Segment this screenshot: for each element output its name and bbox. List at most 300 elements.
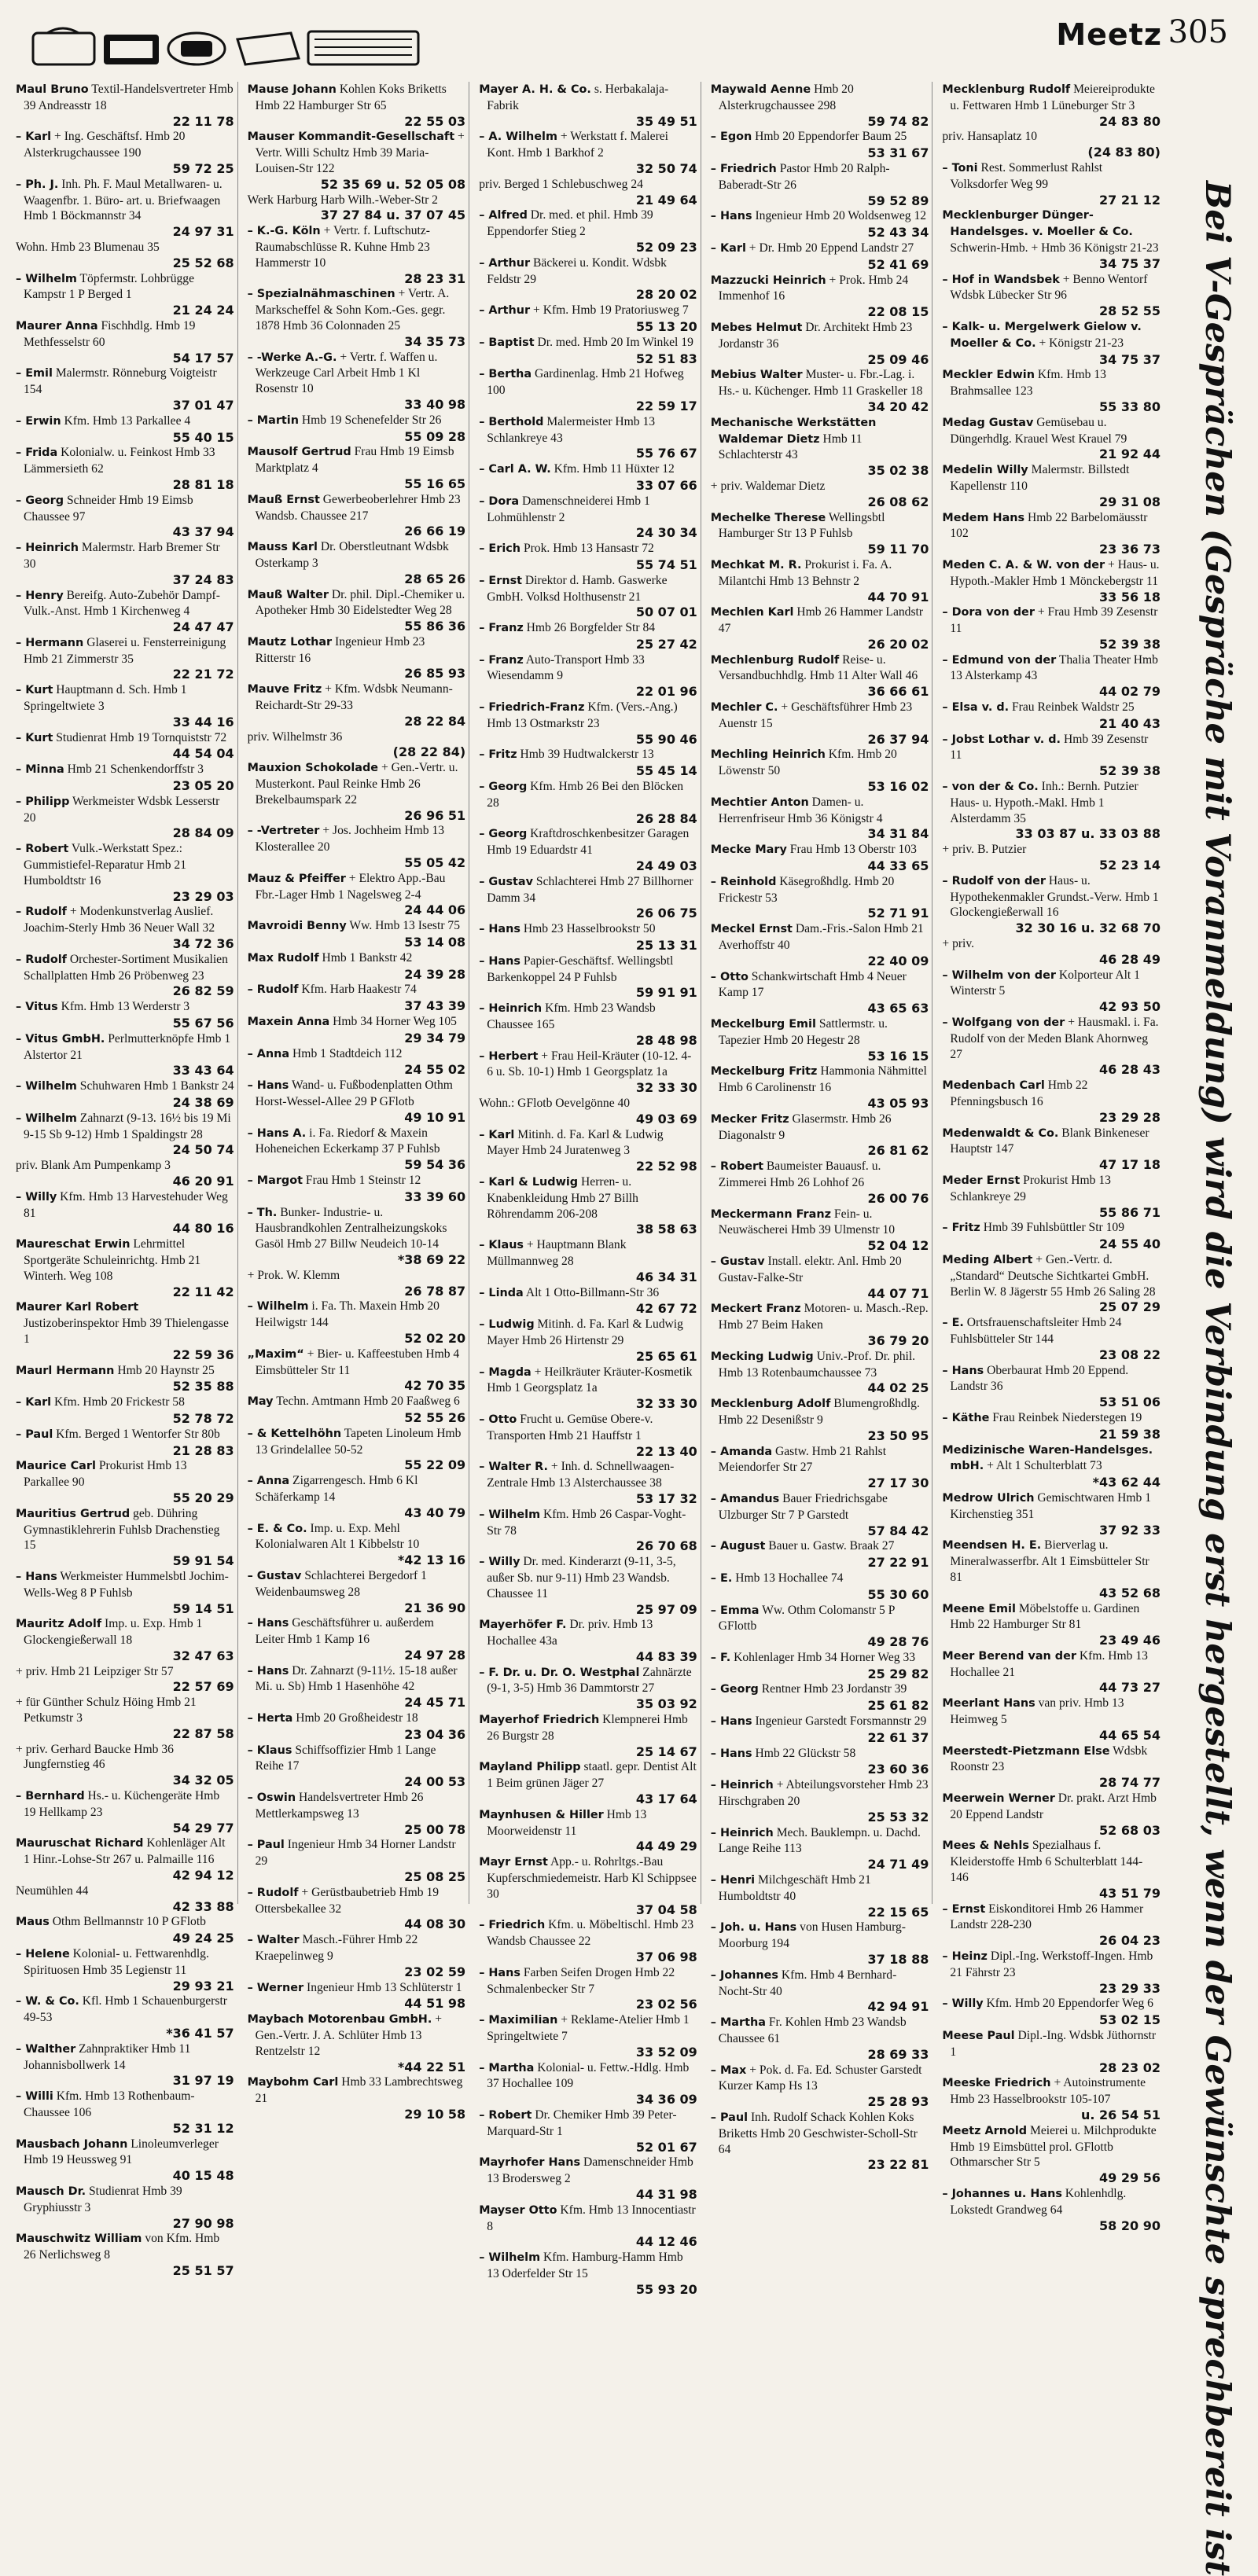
entry-phone-number: 52 35 69 u. 52 05 08 [320, 176, 466, 192]
directory-entry [16, 730, 234, 763]
entry-details: Werkmeister Wdsbk Lesserstr 20 [24, 794, 220, 825]
entry-details: priv. Hansaplatz 10 [942, 130, 1038, 144]
entry-phone-number: 55 86 36 [404, 619, 466, 634]
entry-name: – Gustav [479, 875, 533, 888]
directory-entry [942, 1490, 1161, 1538]
entry-details: Hmb 13 Moorweidenstr 11 [487, 1807, 647, 1838]
entry-name: – Kurt [16, 731, 53, 744]
entry-details: + Benno Wentorf Wdsbk Lübecker Str 96 [950, 272, 1148, 303]
entry-details: Mitinh. d. Fa. Karl & Ludwig Mayer Hmb 26 Hirtenstr 29 [487, 1317, 683, 1347]
entry-details: Schiffsoffizier Hmb 1 Lange Reihe 17 [255, 1743, 436, 1773]
entry-phone-number: 22 13 40 [635, 1443, 697, 1459]
entry-phone-number: 24 50 74 [172, 1142, 234, 1158]
entry-phone-number: 44 49 29 [635, 1839, 697, 1854]
entry-name: – Vitus GmbH. [16, 1032, 105, 1045]
entry-name: – Martin [247, 413, 299, 427]
entry-phone-number: 44 51 98 [404, 1996, 466, 2012]
entry-phone-number: 47 17 18 [1099, 1157, 1161, 1173]
entry-details: Hmb 26 Hammer Landstr 47 [718, 605, 924, 636]
entry-name: – Toni [942, 161, 978, 175]
directory-entry [16, 635, 234, 682]
directory-entry [16, 413, 234, 446]
directory-entry [942, 1902, 1161, 1949]
entry-details: Frau Hmb 13 Oberstr 103 [789, 843, 917, 857]
entry-details: + Autoinstrumente Hmb 23 Hasselbrookstr 105-107 [950, 2076, 1146, 2107]
directory-entry [942, 462, 1161, 509]
entry-phone-number: *44 22 51 [397, 2059, 466, 2074]
directory-entry [248, 1299, 466, 1346]
entry-phone-number: 52 51 83 [635, 351, 697, 366]
entry-phone-number: 23 04 36 [404, 1726, 466, 1742]
entry-name: – Egon [710, 130, 752, 144]
entry-details: Dr. med. Kinderarzt (9-11, 3-5, außer Sb. nur 9-11) Hmb 23 Wandsb. Chaussee 11 [487, 1555, 676, 1600]
entry-details: Kolonial- u. Fettwarenhdlg. Spirituosen Hmb 35 Legienstr 11 [24, 1947, 209, 1977]
entry-name: – K.-G. Köln [247, 225, 321, 238]
entry-phone-number: 52 31 12 [172, 2120, 234, 2136]
directory-entry [942, 968, 1161, 1015]
directory-entry [942, 2075, 1161, 2122]
entry-name: – Rudolf [247, 983, 299, 997]
directory-entry [942, 1949, 1161, 1996]
directory-entry [16, 1079, 234, 1111]
entry-name: – Magda [479, 1365, 532, 1379]
entry-details: Perlmutterknöpfe Hmb 1 Alstertor 21 [24, 1031, 231, 1062]
running-head: Meetz [1056, 17, 1162, 52]
directory-entry [248, 129, 466, 192]
entry-details: Gastw. Hmb 21 Rahlst Meiendorfer Str 27 [718, 1444, 887, 1475]
entry-details: Herren- u. Knabenkleidung Hmb 27 Billh Röhrendamm 206-208 [487, 1174, 638, 1221]
entry-name: Medrow Ulrich [942, 1491, 1035, 1505]
entry-name: Meendsen H. E. [942, 1539, 1042, 1553]
entry-details: Kohlenlager Hmb 34 Horner Weg 33 [734, 1650, 916, 1664]
entry-details: Dipl.-Ing. Werkstoff-Ingen. Hmb 21 Fährstr 23 [950, 1949, 1153, 1979]
entry-phone-number: 25 08 25 [404, 1869, 466, 1885]
entry-details: Zigarrengesch. Hmb 6 Kl Schäferkamp 14 [255, 1474, 418, 1504]
directory-entry [479, 494, 697, 541]
directory-entry [248, 729, 466, 761]
entry-details: Schuhwaren Hmb 1 Bankstr 24 [79, 1079, 234, 1093]
entry-phone-number: 25 97 09 [635, 1601, 697, 1617]
directory-entry [711, 1444, 929, 1491]
entry-phone-number: 24 71 49 [867, 1857, 929, 1872]
entry-phone-number: 55 76 67 [635, 446, 697, 461]
entry-details: Ingenieur Hmb 34 Horner Landstr 29 [255, 1838, 456, 1869]
entry-details: + Elektro App.-Bau Fbr.-Lager Hmb 1 Nagelsweg 2-4 [255, 871, 446, 902]
entry-name: – Emil [16, 367, 53, 380]
directory-entry [248, 413, 466, 445]
entry-name: – Bertha [479, 368, 532, 381]
entry-details: Hmb 34 Horner Weg 105 [333, 1015, 457, 1029]
entry-name: Maul Bruno [16, 83, 89, 96]
entry-phone-number: 22 57 69 [172, 1679, 234, 1695]
entry-name: – Arthur [479, 256, 531, 270]
entry-phone-number: 21 36 90 [404, 1600, 466, 1615]
entry-phone-number: 35 03 92 [635, 1696, 697, 1712]
entry-phone-number: 33 43 64 [172, 1063, 234, 1079]
entry-details: + Vertr. f. Waffen u. Werkzeuge Carl Arbeit Hmb 1 Kl Rosenstr 10 [255, 350, 438, 396]
entry-phone-number: 35 49 51 [635, 113, 697, 129]
directory-entry [942, 732, 1161, 779]
entry-name: – Friedrich-Franz [479, 701, 585, 715]
entry-name: – E. [942, 1317, 964, 1330]
entry-name: – Hans [247, 1079, 289, 1093]
entry-name: Meerlant Hans [942, 1697, 1035, 1711]
entry-phone-number: 32 33 30 [635, 1080, 697, 1096]
entry-name: Mauve Fritz [247, 683, 322, 696]
directory-entry [711, 1920, 929, 1967]
directory-entry [16, 1883, 234, 1915]
entry-details: Gardinenlag. Hmb 21 Hofweg 100 [487, 367, 684, 398]
entry-name: – Georg [16, 494, 64, 507]
directory-entry [942, 700, 1161, 732]
entry-details: Inh. Ph. F. Maul Metallwaren- u. Waagenfbr. 1. Büro- art. u. Briefwaagen Hmb 1 Böckmannstr 34 [24, 177, 223, 223]
entry-details: Meiereiprodukte u. Fettwaren Hmb 1 Lüneburger Str 3 [950, 83, 1155, 112]
directory-entry [942, 873, 1161, 936]
entry-name: – Maximilian [479, 2014, 558, 2027]
entry-name: – Johannes u. Hans [942, 2187, 1062, 2200]
entry-phone-number: 28 84 09 [172, 825, 234, 841]
directory-entry [16, 794, 234, 841]
entry-name: Meckelburg Emil [710, 1018, 816, 1031]
entry-phone-number: 28 23 31 [404, 270, 466, 286]
entry-name: Mauss Karl [247, 541, 318, 554]
entry-phone-number: 52 55 26 [404, 1409, 466, 1425]
entry-phone-number: 52 71 91 [867, 906, 929, 921]
directory-entry [942, 1442, 1161, 1490]
entry-name: – Emma [710, 1604, 760, 1617]
entry-phone-number: 26 08 62 [867, 494, 929, 509]
directory-entry [248, 1268, 466, 1299]
entry-details: Neumühlen 44 [16, 1883, 89, 1898]
entry-name: – Georg [479, 828, 528, 841]
entry-details: + Modenkunstverlag Auslief. Joachim-Sterly Hmb 36 Neuer Wall 32 [24, 905, 215, 935]
entry-name: – Paul [710, 2111, 749, 2124]
entry-phone-number: 26 00 76 [867, 1190, 929, 1206]
entry-details: Hmb 20 Alsterkrugchaussee 298 [718, 83, 854, 112]
entry-phone-number: 22 61 37 [867, 1729, 929, 1745]
directory-entry [942, 2123, 1161, 2186]
entry-details: Prokurist Hmb 13 Parkallee 90 [24, 1459, 187, 1490]
directory-entry [479, 1617, 697, 1664]
entry-phone-number: 24 47 47 [172, 619, 234, 635]
entry-phone-number: 24 55 40 [1099, 1237, 1161, 1252]
entry-name: – Bernhard [16, 1790, 85, 1803]
directory-entry [248, 1078, 466, 1125]
entry-details: + priv. B. Putzier [942, 843, 1027, 857]
directory-entry [942, 1315, 1161, 1362]
entry-name: – Franz [479, 622, 524, 635]
entry-name: – Berthold [479, 415, 544, 428]
directory-entry [479, 779, 697, 826]
entry-name: – Willy [479, 1556, 520, 1569]
entry-name: Mauschwitz William [16, 2232, 142, 2246]
directory-entry [248, 1046, 466, 1079]
entry-name: – Klaus [479, 1239, 524, 1252]
directory-entry [16, 1742, 234, 1788]
entry-details: priv. Wilhelmstr 36 [247, 729, 343, 744]
entry-name: Mausch Dr. [16, 2185, 86, 2198]
entry-phone-number: 24 97 28 [404, 1647, 466, 1663]
entry-name: Meckelburg Fritz [710, 1065, 818, 1079]
directory-entry [711, 700, 929, 747]
entry-phone-number: 26 06 75 [635, 906, 697, 921]
directory-entry [248, 587, 466, 634]
entry-details: Hmb 22 Glückstr 58 [755, 1746, 856, 1760]
entry-phone-number: 43 37 94 [172, 524, 234, 540]
entry-details: Frau Hmb 1 Steinstr 12 [305, 1173, 421, 1187]
entry-phone-number: 49 28 76 [867, 1634, 929, 1650]
entry-name: – Reinhold [710, 875, 777, 888]
entry-name: Mauß Walter [247, 588, 329, 601]
entry-details: Othm Bellmannstr 10 P GFlotb [52, 1915, 206, 1929]
entry-phone-number: 27 90 98 [172, 2215, 234, 2231]
directory-entry [16, 1946, 234, 1994]
entry-details: Schneider Hmb 19 Eimsb Chaussee 97 [24, 493, 193, 524]
entry-details: Oberbaurat Hmb 20 Eppend. Landstr 36 [950, 1363, 1129, 1394]
directory-entry [711, 747, 929, 794]
entry-details: Damenschneiderei Hmb 1 Lohmühlenstr 2 [487, 494, 650, 524]
directory-entry [711, 969, 929, 1016]
entry-name: – Rudolf [247, 1886, 299, 1899]
entry-name: Mauruschat Richard [16, 1837, 144, 1850]
entry-phone-number: 55 33 80 [1099, 399, 1161, 414]
directory-entry [711, 1112, 929, 1159]
entry-name: Maus [16, 1916, 50, 1929]
directory-entry [711, 1159, 929, 1206]
directory-entry [479, 2250, 697, 2297]
entry-phone-number: 55 22 09 [404, 1457, 466, 1473]
directory-entry [479, 1096, 697, 1127]
entry-details: Muster- u. Fbr.-Lag. i. Hs.- u. Küchenger. Hmb 11 Graskeller 18 [718, 368, 923, 399]
entry-details: Kfm. Hmb 13 Rothenbaum-Chaussee 106 [24, 2089, 195, 2119]
directory-entry [479, 1807, 697, 1854]
directory-entry [479, 1001, 697, 1048]
entry-phone-number: 43 40 79 [404, 1505, 466, 1520]
entry-name: Medizinische Waren-Handelsges. mbH. [942, 1443, 1153, 1473]
entry-name: – Ludwig [479, 1318, 535, 1332]
entry-details: Dam.-Fris.-Salon Hmb 21 Averhoffstr 40 [718, 922, 924, 953]
directory-entry [711, 842, 929, 874]
entry-details: Schwerin-Hmb. + Hmb 36 Königstr 21-23 [950, 241, 1159, 255]
directory-entry [248, 682, 466, 729]
directory-entry [16, 540, 234, 587]
directory-entry [479, 1459, 697, 1506]
directory-entry [711, 273, 929, 320]
directory-entry [711, 1016, 929, 1064]
entry-phone-number: 32 50 74 [635, 160, 697, 176]
directory-entry [248, 193, 466, 224]
entry-name: Meckermann Franz [710, 1207, 831, 1221]
directory-entry [711, 1746, 929, 1778]
entry-details: Kfm. Hmb 13 Harvestehuder Weg 81 [24, 1189, 228, 1220]
entry-details: Zahnärzte (9-1, 3-5) Hmb 36 Dammtorstr 27 [487, 1665, 692, 1696]
entry-name: Meene Emil [942, 1602, 1016, 1615]
directory-column-1 [16, 82, 238, 2278]
entry-details: + priv. Gerhard Baucke Hmb 36 Jungfernstieg 46 [16, 1742, 174, 1772]
directory-entry [16, 318, 234, 366]
entry-name: – Amanda [710, 1445, 773, 1458]
entry-phone-number: 24 49 03 [635, 858, 697, 874]
entry-phone-number: 44 54 04 [172, 746, 234, 762]
entry-phone-number: 32 33 30 [635, 1396, 697, 1412]
entry-phone-number: 25 61 82 [867, 1698, 929, 1714]
entry-name: Mecklenburg Rudolf [942, 83, 1071, 96]
entry-details: + Pok. d. Fa. Ed. Schuster Garstedt Kurzer Kamp Hs 13 [718, 2063, 922, 2093]
entry-details: + Hauptmann Blank Müllmannweg 28 [487, 1238, 627, 1268]
directory-entry [942, 936, 1161, 968]
entry-name: Mayrhofer Hans [479, 2156, 581, 2170]
entry-details: + Gen.-Vertr. J. A. Schlüter Hmb 13 Rentzelstr 12 [255, 2012, 443, 2058]
entry-name: – Paul [247, 1839, 285, 1852]
entry-phone-number: 28 48 98 [635, 1032, 697, 1048]
directory-entry [479, 1174, 697, 1237]
entry-name: – Robert [710, 1160, 763, 1174]
entry-phone-number: 36 66 61 [867, 684, 929, 700]
entry-name: Maurer Anna [16, 319, 98, 333]
entry-phone-number: 44 12 46 [635, 2234, 697, 2250]
entry-details: Kfm. Hmb 26 Bei den Blöcken 28 [487, 780, 684, 810]
entry-name: – Hans [479, 1966, 520, 1979]
directory-entry [479, 2107, 697, 2155]
entry-phone-number: 52 78 72 [172, 1410, 234, 1426]
directory-entry [711, 129, 929, 161]
entry-name: Mechlenburg Rudolf [710, 653, 840, 667]
directory-entry [248, 1837, 466, 1884]
entry-name: – Hans [710, 210, 752, 223]
entry-name: – Wilhelm [16, 1080, 77, 1093]
entry-name: Mees & Nehls [942, 1839, 1029, 1853]
entry-details: Kolonialw. u. Feinkost Hmb 33 Lämmersieth 62 [24, 446, 215, 476]
entry-name: – F. Dr. u. Dr. O. Westphal [479, 1666, 640, 1679]
directory-column-4 [710, 82, 933, 2173]
entry-name: Mautz Lothar [247, 635, 333, 649]
entry-phone-number: 22 52 98 [635, 1159, 697, 1174]
directory-entry [479, 366, 697, 413]
entry-name: Mausbach Johann [16, 2137, 128, 2151]
directory-entry [479, 129, 697, 176]
directory-entry [479, 1317, 697, 1364]
entry-name: Mayser Otto [479, 2203, 557, 2217]
entry-name: – Gustav [710, 1255, 765, 1268]
entry-details: Dr. Oberstleutnant Wdsbk Osterkamp 3 [255, 540, 449, 570]
directory-entry [248, 492, 466, 539]
directory-entry [16, 952, 234, 999]
directory-entry [711, 1571, 929, 1603]
entry-phone-number: *36 41 57 [166, 2026, 234, 2041]
entry-name: Medenwaldt & Co. [942, 1126, 1059, 1140]
directory-entry [942, 2028, 1161, 2075]
entry-details: Wohn. Hmb 23 Blumenau 35 [16, 240, 160, 254]
entry-phone-number: 25 14 67 [635, 1744, 697, 1759]
entry-phone-number: 53 17 32 [635, 1490, 697, 1506]
entry-details: + Königstr 21-23 [1039, 336, 1124, 350]
entry-phone-number: 46 28 49 [1099, 951, 1161, 967]
entry-phone-number: 25 27 42 [635, 636, 697, 652]
entry-phone-number: 57 84 42 [867, 1523, 929, 1538]
entry-details: Studienrat Hmb 39 Gryphiusstr 3 [24, 2184, 182, 2214]
directory-entry [711, 208, 929, 241]
entry-phone-number: 35 02 38 [867, 463, 929, 479]
directory-entry [16, 1458, 234, 1505]
entry-name: – Willy [16, 1190, 57, 1203]
entry-details: Schankwirtschaft Hmb 4 Neuer Kamp 17 [718, 969, 907, 1000]
entry-details: Gemischtwaren Hmb 1 Kirchenstieg 351 [950, 1490, 1152, 1521]
entry-phone-number: 28 65 26 [404, 571, 466, 586]
entry-phone-number: 49 03 69 [635, 1111, 697, 1126]
entry-details: Kfm. Hmb 20 Löwenstr 50 [718, 748, 897, 778]
entry-details: Ww. Hmb 13 Isestr 75 [349, 919, 461, 933]
directory-entry [248, 539, 466, 586]
entry-details: Handelsvertreter Hmb 26 Mettlerkampsweg 13 [255, 1791, 424, 1821]
directory-entry [16, 1363, 234, 1395]
entry-name: Maybach Motorenbau GmbH. [247, 2013, 432, 2027]
entry-phone-number: 55 67 56 [172, 1016, 234, 1031]
entry-details: Schlachterei Bergedorf 1 Weidenbaumsweg 28 [255, 1568, 427, 1599]
entry-details: App.- u. Rohrltgs.-Bau Kupferschmiedemeistr. Harb Kl Schippsee 30 [487, 1855, 697, 1901]
entry-details: Kolporteur Alt 1 Winterstr 5 [950, 968, 1140, 998]
entry-phone-number: 53 16 15 [867, 1048, 929, 1064]
directory-entry [16, 1031, 234, 1079]
entry-name: – Karl [16, 1396, 52, 1409]
entry-name: – Martha [479, 2061, 535, 2074]
directory-entry [479, 208, 697, 255]
entry-name: Meckert Franz [710, 1303, 801, 1316]
entry-details: Baumeister Bauausf. u. Zimmerei Hmb 26 Lohhof 26 [718, 1159, 881, 1189]
directory-entry [248, 823, 466, 870]
directory-entry [16, 1569, 234, 1616]
entry-name: Mechkat M. R. [710, 558, 802, 571]
directory-column-5 [942, 82, 1164, 2233]
directory-entry [942, 1410, 1161, 1442]
entry-name: – Jobst Lothar v. d. [942, 733, 1061, 746]
entry-phone-number: 59 72 25 [172, 160, 234, 176]
entry-details: Kfm. (Vers.-Ang.) Hmb 13 Ostmarkstr 23 [487, 700, 678, 730]
entry-phone-number: *38 69 22 [397, 1251, 466, 1267]
entry-phone-number: 46 28 43 [1099, 1062, 1161, 1078]
entry-name: – Martha [710, 2016, 766, 2030]
directory-entry [248, 1473, 466, 1520]
directory-entry [711, 874, 929, 921]
directory-entry [479, 2012, 697, 2060]
entry-phone-number: 28 74 77 [1099, 1775, 1161, 1791]
directory-entry [942, 842, 1161, 873]
entry-phone-number: 33 56 18 [1099, 589, 1161, 604]
directory-entry [942, 1538, 1161, 1600]
entry-details: Hmb 22 Barbelomäusstr 102 [950, 510, 1148, 541]
page-header [0, 0, 1258, 79]
directory-entry [479, 1412, 697, 1459]
entry-phone-number: 27 22 91 [867, 1555, 929, 1571]
entry-details: Farben Seifen Drogen Hmb 22 Schmalenbecker Str 7 [487, 1965, 675, 1996]
entry-phone-number: 55 09 28 [404, 428, 466, 444]
entry-name: – Hans A. [247, 1126, 307, 1140]
entry-name: – Karl [16, 130, 52, 144]
directory-entry [942, 82, 1161, 129]
entry-name: Mausolf Gertrud [247, 446, 351, 459]
entry-details: Masch.-Führer Hmb 22 Kraepelinweg 9 [255, 1933, 418, 1964]
entry-details: Bauer Friedrichsgabe Ulzburger Str 7 P Garstedt [718, 1491, 888, 1522]
entry-details: Direktor d. Hamb. Gaswerke GmbH. Volksd Holthusenstr 21 [487, 573, 668, 604]
directory-entry [942, 1015, 1161, 1078]
directory-entry [16, 1994, 234, 2041]
directory-entry [942, 1252, 1161, 1315]
entry-phone-number: 52 39 38 [1099, 636, 1161, 652]
entry-phone-number: 53 31 67 [867, 145, 929, 161]
entry-phone-number: 23 02 59 [404, 1964, 466, 1979]
entry-details: + Jos. Jochheim Hmb 13 Klosterallee 20 [255, 824, 445, 854]
entry-details: + priv. [942, 937, 975, 951]
directory-entry [248, 950, 466, 983]
